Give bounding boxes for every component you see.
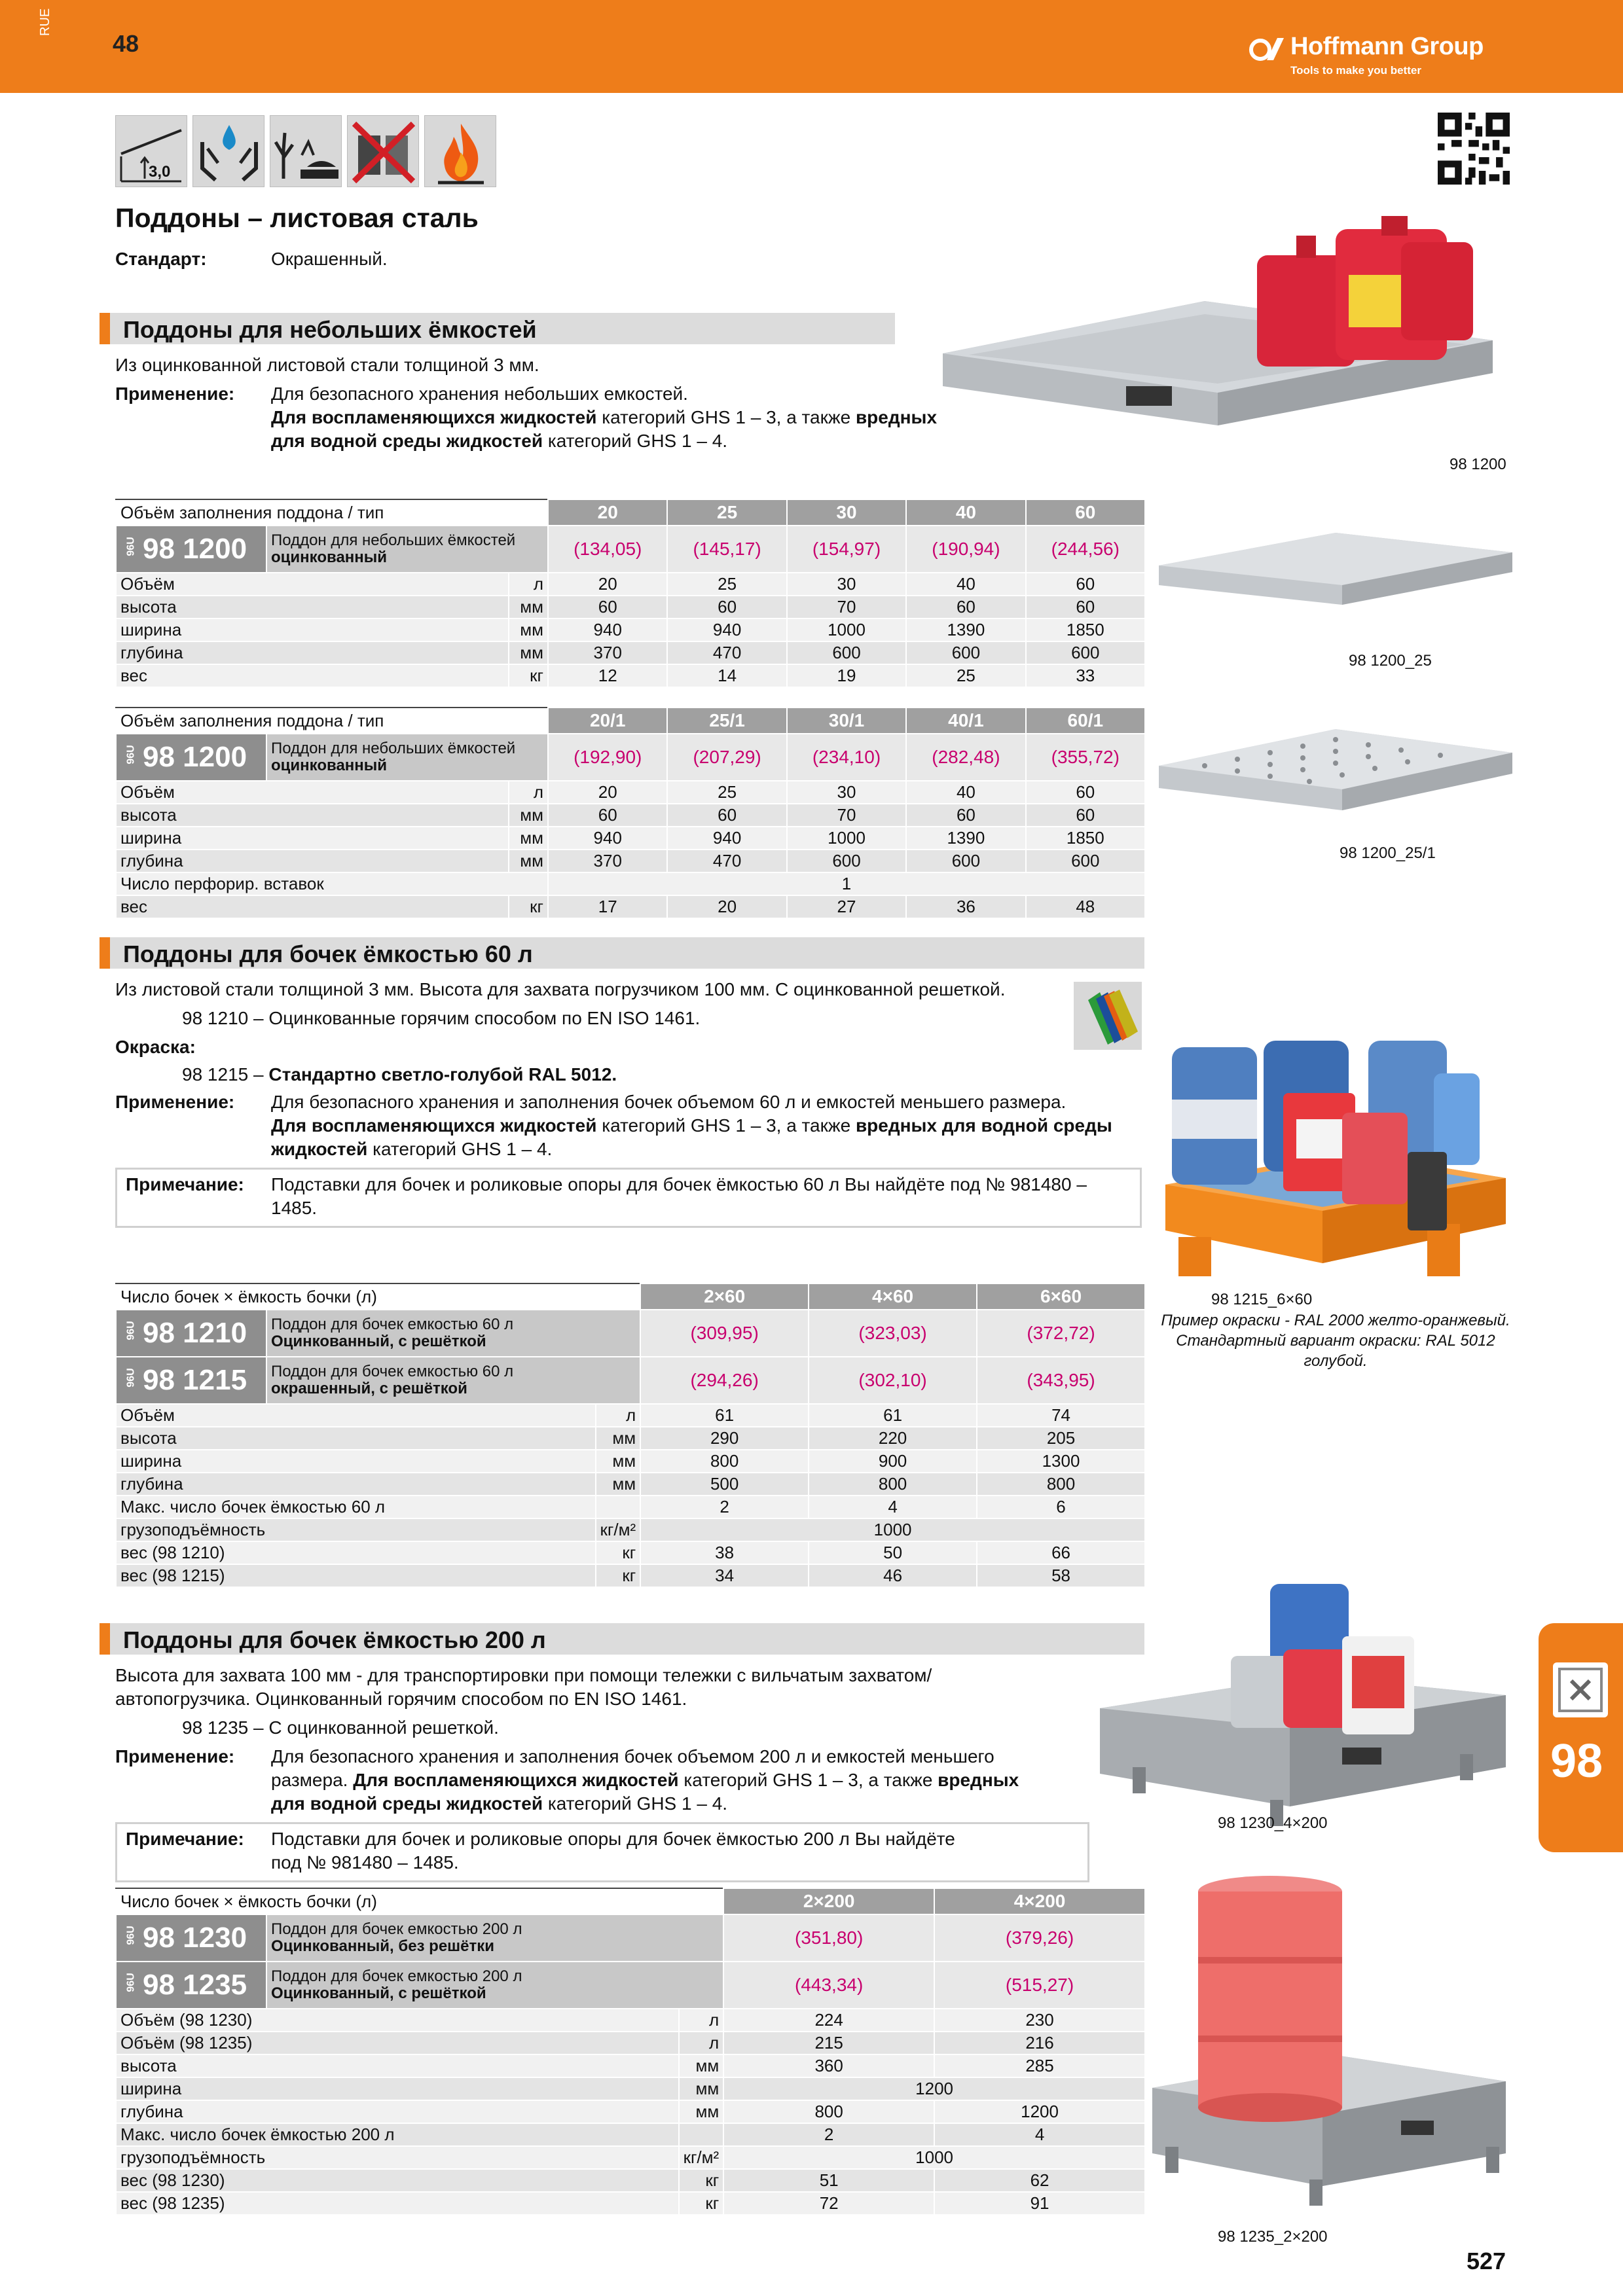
table-row: грузоподъёмность кг/м² 1000 bbox=[116, 1518, 1145, 1541]
s2-image-note: Пример окраски - RAL 2000 желто-оранжевый. Стандартный вариант окраски: RAL 5012 голубой. bbox=[1161, 1312, 1510, 1370]
table-200l-drum-pallets bbox=[115, 1888, 1146, 2215]
table-col: 20/1 bbox=[548, 708, 667, 734]
table-row: Объём л 20 25 30 40 60 bbox=[116, 781, 1145, 804]
standard-label: Стандарт: bbox=[115, 249, 207, 269]
table-row: Число перфорир. вставок 1 bbox=[116, 872, 1145, 895]
table-header-label: Объём заполнения поддона / тип bbox=[116, 499, 548, 526]
product-description: Поддон для небольших ёмкостей оцинкованный bbox=[266, 526, 548, 573]
page-number: 527 bbox=[1467, 2248, 1506, 2274]
logo-tagline: Tools to make you better bbox=[1290, 64, 1421, 77]
table-981200-galvanized bbox=[115, 499, 1146, 688]
s1-image-caption-1: 98 1200 bbox=[1450, 456, 1506, 473]
price: (207,29) bbox=[667, 734, 786, 781]
s2-paint-label: Окраска: bbox=[115, 1037, 196, 1057]
s1-image-caption-3: 98 1200_25/1 bbox=[1340, 844, 1436, 862]
article-number[interactable]: 96U 98 1235 bbox=[116, 1962, 266, 2009]
s3-intro-line1: Высота для захвата 100 мм - для транспортировки при помощи тележки с вильчатым захватом/ bbox=[115, 1665, 932, 1685]
price: (355,72) bbox=[1026, 734, 1145, 781]
price: (515,27) bbox=[934, 1962, 1145, 2009]
table-header-label: Объём заполнения поддона / тип bbox=[116, 708, 548, 734]
table-row: Макс. число бочек ёмкостью 200 л 2 4 bbox=[116, 2123, 1145, 2146]
table-col: 4×60 bbox=[809, 1283, 977, 1310]
flammable-icon bbox=[424, 115, 496, 187]
section-heading: Поддоны для небольших ёмкостей bbox=[123, 316, 537, 343]
table-col: 30 bbox=[787, 499, 906, 526]
section-heading: Поддоны для бочек ёмкостью 60 л bbox=[123, 941, 533, 967]
price: (282,48) bbox=[906, 734, 1025, 781]
product-description: Поддон для бочек емкостью 60 л Оцинкованный, с решёткой bbox=[266, 1310, 640, 1357]
price: (343,95) bbox=[977, 1357, 1145, 1404]
table-col: 2×200 bbox=[723, 1888, 934, 1914]
price: (302,10) bbox=[809, 1357, 977, 1404]
table-row: глубина мм 500 800 800 bbox=[116, 1473, 1145, 1496]
logo-mark-icon bbox=[1247, 34, 1286, 64]
s3-application-line1: Для безопасного хранения и заполнения бочек объемом 200 л и емкостей меньшего bbox=[271, 1746, 994, 1767]
table-row: вес (98 1215) кг 34 46 58 bbox=[116, 1564, 1145, 1587]
page-title: Поддоны – листовая сталь bbox=[115, 203, 479, 233]
price: (323,03) bbox=[809, 1310, 977, 1357]
table-row: Объём (98 1235) л 215 216 bbox=[116, 2032, 1145, 2054]
price: (154,97) bbox=[787, 526, 906, 573]
table-row: вес (98 1235) кг 72 91 bbox=[116, 2192, 1145, 2215]
article-number[interactable]: 96U 98 1200 bbox=[116, 526, 266, 573]
s3-note-line1: Подставки для бочек и роликовые опоры для бочек ёмкостью 200 л Вы найдёте bbox=[271, 1829, 955, 1849]
s3-option-981235: 98 1235 – С оцинкованной решеткой. bbox=[182, 1717, 499, 1738]
table-header-row bbox=[116, 1283, 1145, 1310]
table-col: 2×60 bbox=[640, 1283, 809, 1310]
band-accent bbox=[100, 937, 110, 969]
table-col: 60/1 bbox=[1026, 708, 1145, 734]
table-row: глубина мм 800 1200 bbox=[116, 2100, 1145, 2123]
s2-option-981210: 98 1210 – Оцинкованные горячим способом по EN ISO 1461. bbox=[182, 1008, 701, 1028]
product-image-tray-plain[interactable] bbox=[1152, 526, 1519, 611]
table-header-label: Число бочек × ёмкость бочки (л) bbox=[116, 1888, 723, 1914]
table-row: грузоподъёмность кг/м² 1000 bbox=[116, 2146, 1145, 2169]
table-60l-drum-pallets bbox=[115, 1283, 1146, 1588]
price: (234,10) bbox=[787, 734, 906, 781]
table-row: Объём (98 1230) л 224 230 bbox=[116, 2009, 1145, 2032]
product-row[interactable] bbox=[116, 734, 1145, 781]
s3-application-label: Применение: bbox=[115, 1746, 235, 1767]
table-col: 30/1 bbox=[787, 708, 906, 734]
table-row: вес кг 12 14 19 25 33 bbox=[116, 664, 1145, 687]
s2-application-label: Применение: bbox=[115, 1092, 235, 1112]
s1-intro: Из оцинкованной листовой стали толщиной 3 мм. bbox=[115, 355, 539, 375]
chapter-tab[interactable] bbox=[1539, 1623, 1623, 1852]
product-row[interactable] bbox=[116, 526, 1145, 573]
table-col: 6×60 bbox=[977, 1283, 1145, 1310]
product-image-200l-4-drum-pallet[interactable] bbox=[1093, 1577, 1512, 1826]
s2-note-line1: Подставки для бочек и роликовые опоры для бочек ёмкостью 60 л Вы найдёте под № 981480 – bbox=[271, 1174, 1087, 1194]
price: (145,17) bbox=[667, 526, 786, 573]
s3-intro-line2: автопогрузчика. Оцинкованный горячим способом по EN ISO 1461. bbox=[115, 1689, 687, 1709]
header-bar bbox=[0, 0, 1623, 93]
table-row: Макс. число бочек ёмкостью 60 л 2 4 6 bbox=[116, 1496, 1145, 1518]
s2-note-label: Примечание: bbox=[126, 1174, 244, 1194]
s2-image-caption: 98 1215_6×60 bbox=[1211, 1291, 1313, 1308]
price: (134,05) bbox=[548, 526, 667, 573]
product-description: Поддон для бочек емкостью 200 л Оцинкованный, с решёткой bbox=[266, 1962, 723, 2009]
product-image-tray-perforated[interactable] bbox=[1152, 720, 1519, 818]
table-row: вес (98 1230) кг 51 62 bbox=[116, 2169, 1145, 2192]
s2-application-line2: Для воспламеняющихся жидкостей категорий GHS 1 – 3, а также вредных для водной среды bbox=[271, 1115, 1112, 1136]
product-image-60l-drum-pallet[interactable] bbox=[1152, 1021, 1519, 1302]
s3-note-line2: под № 981480 – 1485. bbox=[271, 1852, 459, 1873]
product-row[interactable] bbox=[116, 1310, 1145, 1357]
price: (309,95) bbox=[640, 1310, 809, 1357]
product-description: Поддон для бочек емкостью 200 л Оцинкованный, без решётки bbox=[266, 1914, 723, 1962]
table-row: вес кг 17 20 27 36 48 bbox=[116, 895, 1145, 918]
s3-image-caption-2: 98 1235_2×200 bbox=[1218, 2228, 1328, 2246]
s1-application-line2: Для воспламеняющихся жидкостей категорий GHS 1 – 3, а также вредных bbox=[271, 407, 938, 427]
table-col: 25/1 bbox=[667, 708, 786, 734]
price: (443,34) bbox=[723, 1962, 934, 2009]
table-col: 40/1 bbox=[906, 708, 1025, 734]
table-header-row bbox=[116, 708, 1145, 734]
hoffmann-logo[interactable] bbox=[1247, 29, 1509, 81]
s1-application-line3: для водной среды жидкостей категорий GHS 1 – 4. bbox=[271, 431, 728, 451]
s2-option-981215: 98 1215 – Стандартно светло-голубой RAL 5012. bbox=[182, 1064, 617, 1085]
product-row[interactable] bbox=[116, 1914, 1145, 1962]
s2-application-line1: Для безопасного хранения и заполнения бочек объемом 60 л и емкостей меньшего размера. bbox=[271, 1092, 1067, 1112]
table-row: Объём л 61 61 74 bbox=[116, 1404, 1145, 1427]
article-number[interactable]: 96U 98 1230 bbox=[116, 1914, 266, 1962]
table-row: вес (98 1210) кг 38 50 66 bbox=[116, 1541, 1145, 1564]
table-col: 25 bbox=[667, 499, 786, 526]
section-band-200l-drums bbox=[100, 1623, 1144, 1655]
product-row[interactable] bbox=[116, 1962, 1145, 2009]
table-row: глубина мм 370 470 600 600 600 bbox=[116, 641, 1145, 664]
no-mixing-icon bbox=[347, 115, 419, 187]
price: (372,72) bbox=[977, 1310, 1145, 1357]
table-col: 40 bbox=[906, 499, 1025, 526]
table-row: ширина мм 940 940 1000 1390 1850 bbox=[116, 619, 1145, 641]
table-row: высота мм 360 285 bbox=[116, 2054, 1145, 2077]
product-description: Поддон для небольших ёмкостей оцинкованный bbox=[266, 734, 548, 781]
table-row: высота мм 60 60 70 60 60 bbox=[116, 596, 1145, 619]
table-row: высота мм 60 60 70 60 60 bbox=[116, 804, 1145, 827]
section-band-small-containers bbox=[100, 313, 895, 344]
product-image-200l-2-drum-pallet[interactable] bbox=[1139, 1872, 1519, 2206]
product-image-tray-with-cans[interactable] bbox=[930, 209, 1506, 471]
logo-text: Hoffmann Group bbox=[1290, 33, 1484, 60]
s2-application-line3: жидкостей категорий GHS 1 – 4. bbox=[271, 1139, 553, 1159]
chapter-x-icon bbox=[1553, 1662, 1608, 1717]
table-row: Объём л 20 25 30 40 60 bbox=[116, 573, 1145, 596]
table-row: глубина мм 370 470 600 600 600 bbox=[116, 850, 1145, 872]
price: (379,26) bbox=[934, 1914, 1145, 1962]
section-band-60l-drums bbox=[100, 937, 1144, 969]
chapter-number: 98 bbox=[1550, 1735, 1603, 1787]
s3-application-line3: для водной среды жидкостей категорий GHS 1 – 4. bbox=[271, 1793, 728, 1814]
standard-value: Окрашенный. bbox=[271, 249, 388, 269]
color-swatch-icon bbox=[1074, 982, 1142, 1050]
band-accent bbox=[100, 1623, 110, 1655]
table-col: 20 bbox=[548, 499, 667, 526]
price: (190,94) bbox=[906, 526, 1025, 573]
s3-application-line2: размера. Для воспламеняющихся жидкостей категорий GHS 1 – 3, а также вредных bbox=[271, 1770, 1019, 1790]
product-row[interactable] bbox=[116, 1357, 1145, 1404]
section-heading: Поддоны для бочек ёмкостью 200 л bbox=[123, 1626, 546, 1653]
s1-application-line1: Для безопасного хранения небольших емкостей. bbox=[271, 384, 688, 404]
table-row: ширина мм 800 900 1300 bbox=[116, 1450, 1145, 1473]
band-accent bbox=[100, 313, 110, 344]
s2-note-line2: 1485. bbox=[271, 1198, 318, 1218]
gradient-icon bbox=[115, 115, 187, 187]
article-number[interactable]: 96U 98 1200 bbox=[116, 734, 266, 781]
environment-hazard-icon bbox=[270, 115, 342, 187]
table-col: 60 bbox=[1026, 499, 1145, 526]
s1-application-label: Применение: bbox=[115, 384, 235, 404]
table-row: ширина мм 940 940 1000 1390 1850 bbox=[116, 827, 1145, 850]
qr-code-icon[interactable] bbox=[1438, 113, 1510, 185]
table-header-row bbox=[116, 499, 1145, 526]
s3-note-label: Примечание: bbox=[126, 1829, 244, 1849]
table-row: ширина мм 1200 bbox=[116, 2077, 1145, 2100]
s2-intro: Из листовой стали толщиной 3 мм. Высота для захвата погрузчиком 100 мм. С оцинкованной решеткой. bbox=[115, 979, 1006, 999]
price: (244,56) bbox=[1026, 526, 1145, 573]
pictogram-value: 3,0 bbox=[149, 163, 171, 181]
price: (294,26) bbox=[640, 1357, 809, 1404]
article-number[interactable]: 96U 98 1210 bbox=[116, 1310, 266, 1357]
s1-image-caption-2: 98 1200_25 bbox=[1349, 652, 1432, 670]
s3-image-caption-1: 98 1230_4×200 bbox=[1218, 1814, 1328, 1832]
price: (351,80) bbox=[723, 1914, 934, 1962]
product-description: Поддон для бочек емкостью 60 л окрашенный, с решёткой bbox=[266, 1357, 640, 1404]
language-code: RUE bbox=[38, 8, 52, 36]
table-981200-perforated bbox=[115, 707, 1146, 919]
table-header-label: Число бочек × ёмкость бочки (л) bbox=[116, 1283, 640, 1310]
table-row: высота мм 290 220 205 bbox=[116, 1427, 1145, 1450]
article-number[interactable]: 96U 98 1215 bbox=[116, 1357, 266, 1404]
price: (192,90) bbox=[548, 734, 667, 781]
header-page-number: 48 bbox=[113, 30, 139, 57]
table-header-row bbox=[116, 1888, 1145, 1914]
protect-hands-icon bbox=[192, 115, 264, 187]
table-col: 4×200 bbox=[934, 1888, 1145, 1914]
